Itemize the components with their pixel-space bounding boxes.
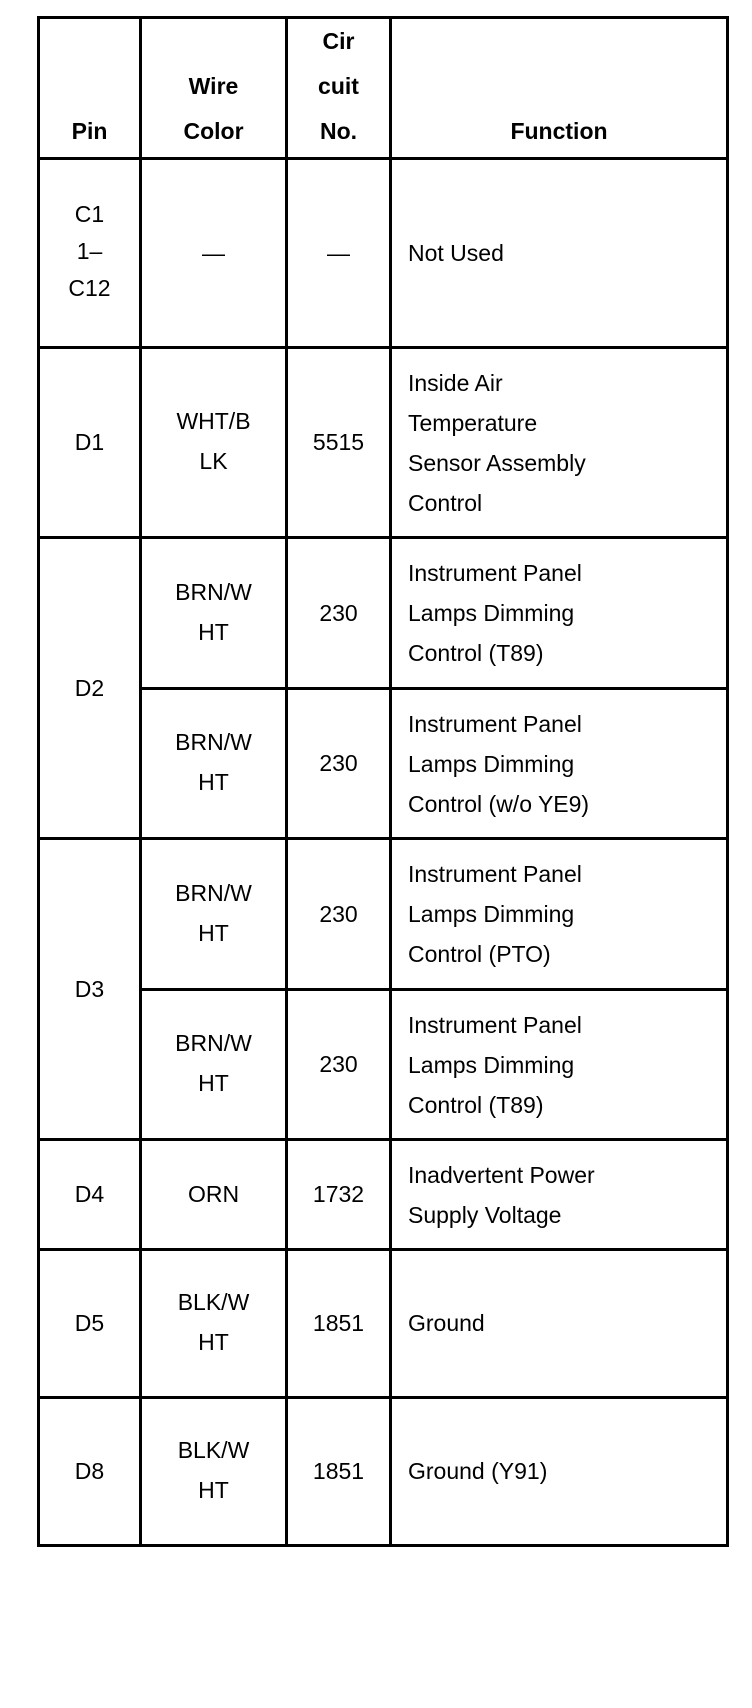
wire-color-cell: ORN: [141, 1140, 287, 1250]
circuit-cell: 230: [287, 839, 391, 990]
pin-cell: D5: [39, 1250, 141, 1398]
table-row: [39, 1140, 728, 1250]
circuit-cell: 230: [287, 990, 391, 1140]
table-row: [39, 538, 728, 689]
circuit-cell: 1732: [287, 1140, 391, 1250]
wire-color-cell: BLK/W HT: [141, 1398, 287, 1546]
function-cell: Ground: [391, 1250, 728, 1398]
table-row: [39, 689, 728, 839]
function-cell: Instrument Panel Lamps Dimming Control (T89): [391, 538, 728, 689]
function-cell: Instrument Panel Lamps Dimming Control (T89): [391, 990, 728, 1140]
pin-cell: D8: [39, 1398, 141, 1546]
pin-cell: D4: [39, 1140, 141, 1250]
function-cell: Inside Air Temperature Sensor Assembly Control: [391, 348, 728, 538]
table-row: [39, 1250, 728, 1398]
wire-color-cell: WHT/B LK: [141, 348, 287, 538]
wire-color-cell: BRN/W HT: [141, 538, 287, 689]
function-cell: Inadvertent Power Supply Voltage: [391, 1140, 728, 1250]
wire-color-cell: BRN/W HT: [141, 689, 287, 839]
table-row: [39, 348, 728, 538]
circuit-cell: 230: [287, 689, 391, 839]
function-cell: Instrument Panel Lamps Dimming Control (w/o YE9): [391, 689, 728, 839]
pin-cell: D3: [39, 839, 141, 1140]
connector-pinout-table: [37, 16, 729, 1547]
circuit-cell: 1851: [287, 1250, 391, 1398]
function-cell: Ground (Y91): [391, 1398, 728, 1546]
table-row: [39, 839, 728, 990]
table-row: [39, 159, 728, 348]
function-cell: Not Used: [391, 159, 728, 348]
table-row: [39, 990, 728, 1140]
wire-color-cell: BRN/W HT: [141, 990, 287, 1140]
wire-color-cell: BLK/W HT: [141, 1250, 287, 1398]
circuit-cell: 230: [287, 538, 391, 689]
pin-cell: C1 1– C12: [39, 159, 141, 348]
circuit-cell: 5515: [287, 348, 391, 538]
header-pin: Pin: [39, 18, 141, 159]
pin-cell: D2: [39, 538, 141, 839]
header-row: [39, 18, 728, 159]
header-circuit-no: Cir cuit No.: [287, 18, 391, 159]
table-row: [39, 1398, 728, 1546]
header-function: Function: [391, 18, 728, 159]
header-wire-color: Wire Color: [141, 18, 287, 159]
function-cell: Instrument Panel Lamps Dimming Control (PTO): [391, 839, 728, 990]
circuit-cell: 1851: [287, 1398, 391, 1546]
wire-color-cell: —: [141, 159, 287, 348]
wire-color-cell: BRN/W HT: [141, 839, 287, 990]
circuit-cell: —: [287, 159, 391, 348]
pin-cell: D1: [39, 348, 141, 538]
